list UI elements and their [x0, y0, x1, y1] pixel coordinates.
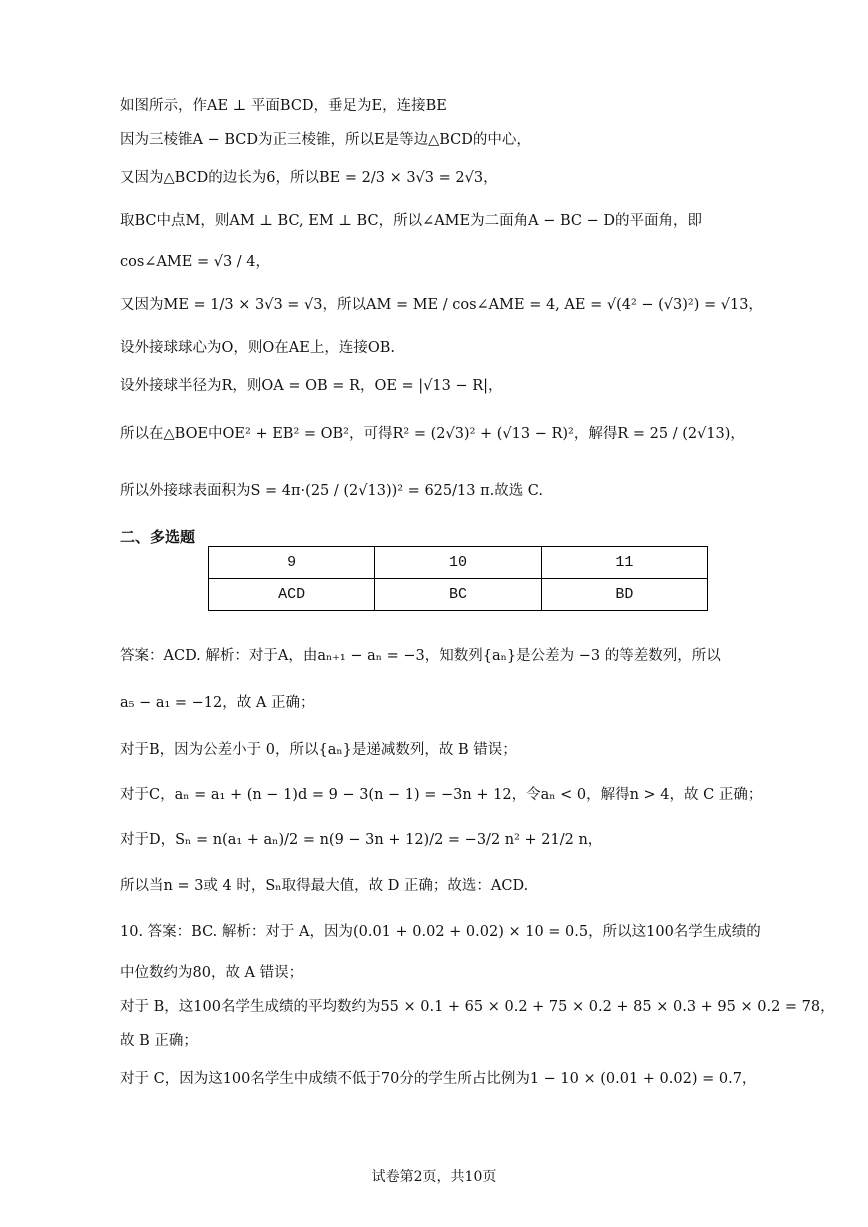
text-line: 10. 答案：BC. 解析：对于 A，因为(0.01 + 0.02 + 0.02) × 10 = 0.5，所以这100名学生成绩的	[120, 924, 761, 940]
text-line: 取BC中点M，则AM ⊥ BC, EM ⊥ BC，所以∠AME为二面角A − BC − D的平面角，即	[120, 213, 702, 229]
text-line: 对于D，Sₙ = n(a₁ + aₙ)/2 = n(9 − 3n + 12)/2 = −3/2 n² + 21/2 n，	[120, 832, 603, 848]
text-line: 因为三棱锥A − BCD为正三棱锥，所以E是等边△BCD的中心，	[120, 132, 531, 148]
text-line: 如图所示，作AE ⊥ 平面BCD，垂足为E，连接BE	[120, 98, 447, 114]
text-line: a₅ − a₁ = −12，故 A 正确；	[120, 695, 315, 711]
text-line: 故 B 正确；	[120, 1033, 198, 1049]
answer-table	[208, 546, 708, 611]
table-header-cell: 10	[375, 547, 541, 579]
section-title: 二、多选题	[120, 528, 196, 546]
table-row	[209, 579, 708, 611]
text-line: 答案：ACD. 解析：对于A，由aₙ₊₁ − aₙ = −3，知数列{aₙ}是公差为 −3 的等差数列，所以	[120, 648, 721, 664]
table-cell: BD	[541, 579, 707, 611]
text-line: 又因为△BCD的边长为6，所以BE = 2/3 × 3√3 = 2√3，	[120, 170, 498, 186]
table-row	[209, 547, 708, 579]
page-footer: 试卷第2页，共10页	[371, 1169, 497, 1185]
text-line: 对于C，aₙ = a₁ + (n − 1)d = 9 − 3(n − 1) = −3n + 12，令aₙ < 0，解得n > 4，故 C 正确；	[120, 787, 763, 803]
text-line: 所以外接球表面积为S = 4π·(25 / (2√13))² = 625/13 π.故选 C.	[120, 483, 543, 499]
text-line: 对于 B，这100名学生成绩的平均数约为55 × 0.1 + 65 × 0.2 + 75 × 0.2 + 85 × 0.3 + 95 × 0.2 = 78，	[120, 999, 835, 1015]
text-line: 对于B，因为公差小于 0，所以{aₙ}是递减数列，故 B 错误；	[120, 742, 517, 758]
table-cell: ACD	[209, 579, 375, 611]
text-line: cos∠AME = √3 / 4，	[120, 254, 271, 270]
text-line: 所以当n = 3或 4 时，Sₙ取得最大值，故 D 正确；故选：ACD.	[120, 878, 529, 894]
text-line: 所以在△BOE中OE² + EB² = OB²，可得R² = (2√3)² + (√13 − R)²，解得R = 25 / (2√13)，	[120, 426, 745, 442]
text-line: 对于 C，因为这100名学生中成绩不低于70分的学生所占比例为1 − 10 × (0.01 + 0.02) = 0.7，	[120, 1071, 757, 1087]
table-header-cell: 9	[209, 547, 375, 579]
table-header-cell: 11	[541, 547, 707, 579]
text-line: 设外接球球心为O，则O在AE上，连接OB.	[120, 340, 395, 356]
text-line: 又因为ME = 1/3 × 3√3 = √3，所以AM = ME / cos∠AME = 4, AE = √(4² − (√3)²) = √13，	[120, 297, 763, 313]
table-cell: BC	[375, 579, 541, 611]
text-line: 中位数约为80，故 A 错误；	[120, 965, 304, 981]
text-line: 设外接球半径为R，则OA = OB = R，OE = |√13 − R|，	[120, 378, 503, 394]
